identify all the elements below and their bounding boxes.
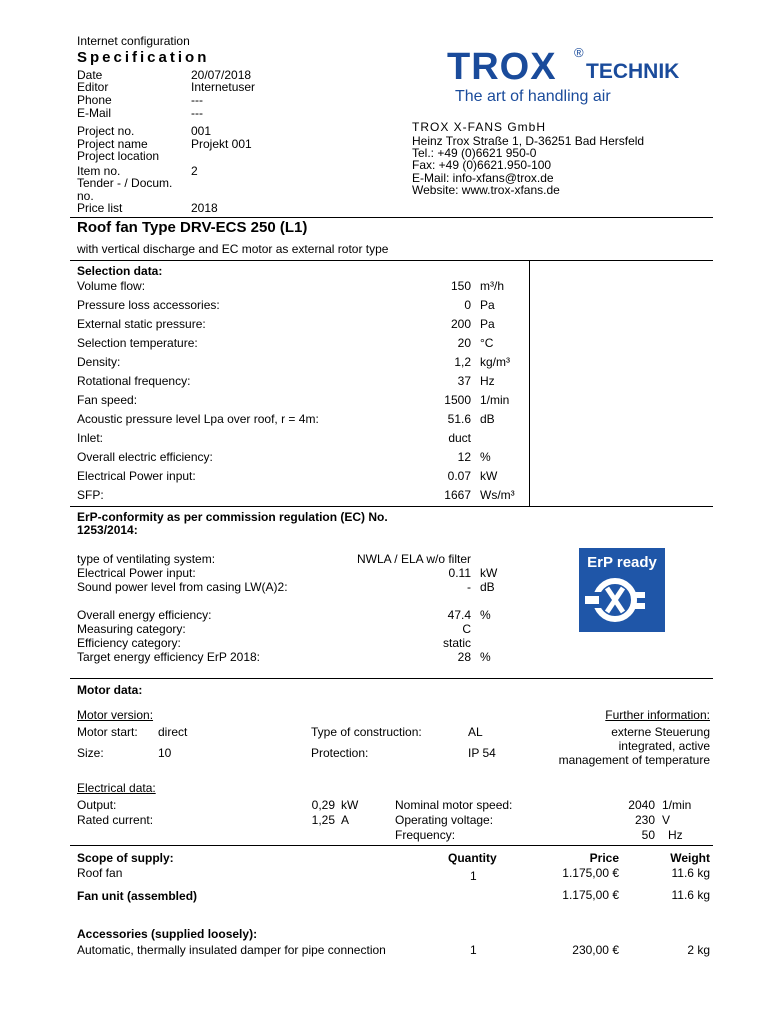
selection-row-label: Selection temperature:	[77, 336, 198, 350]
speed-unit: 1/min	[662, 798, 692, 812]
project-no-value: 001	[191, 124, 212, 138]
selection-row-value: 1,2	[454, 355, 471, 369]
further-info-line2: integrated, active	[618, 739, 710, 753]
tender-label-line2: no.	[77, 189, 94, 203]
selection-row-value: 20	[457, 336, 471, 350]
roof-fan-weight: 11.6 kg	[671, 866, 710, 880]
frequency-unit: Hz	[668, 828, 683, 842]
further-info-line1: externe Steuerung	[611, 725, 710, 739]
accessories-heading: Accessories (supplied loosely):	[77, 927, 258, 941]
output-unit: kW	[341, 798, 359, 812]
electrical-heading: Electrical data:	[77, 781, 156, 795]
protection-label: Protection:	[311, 746, 369, 760]
erp-row-label: Overall energy efficiency:	[77, 608, 212, 622]
frequency-value: 50	[641, 828, 655, 842]
erp-row-unit: dB	[480, 580, 495, 594]
current-value: 1,25	[311, 813, 335, 827]
voltage-value: 230	[634, 813, 655, 827]
spec-title: Specification	[77, 49, 210, 66]
product-title: Roof fan Type DRV-ECS 250 (L1)	[77, 219, 308, 236]
damper-quantity: 1	[470, 943, 477, 957]
tender-label-line1: Tender - / Docum.	[77, 176, 173, 190]
project-name-label: Project name	[77, 137, 148, 151]
supply-col-weight: Weight	[670, 851, 710, 865]
roof-fan-price: 1.175,00 €	[562, 866, 619, 880]
selection-row-value: 0	[464, 298, 471, 312]
selection-row-label: Electrical Power input:	[77, 469, 196, 483]
roof-fan-label: Roof fan	[77, 866, 123, 880]
price-list-value: 2018	[191, 201, 218, 215]
selection-row-unit: °C	[480, 336, 494, 350]
selection-row-value: 12	[457, 450, 471, 464]
erp-heading-line1: ErP-conformity as per commission regulation (EC) No.	[77, 510, 388, 524]
erp-row-unit: kW	[480, 566, 498, 580]
selection-row-unit: Hz	[480, 374, 495, 388]
selection-row-label: Fan speed:	[77, 393, 138, 407]
meta-phone-value: ---	[191, 93, 203, 107]
erp-row-value: 47.4	[447, 608, 471, 622]
erp-row-value: 28	[457, 650, 471, 664]
selection-row-label: Volume flow:	[77, 279, 146, 293]
motor-start-label: Motor start:	[77, 725, 138, 739]
selection-row-label: External static pressure:	[77, 317, 206, 331]
plug-icon	[579, 548, 665, 632]
logo-technik: TECHNIK	[586, 60, 680, 83]
project-location-label: Project location	[77, 149, 160, 163]
divider-title-top	[70, 217, 713, 218]
logo-brand: TROX	[447, 46, 557, 88]
selection-row-unit: dB	[480, 412, 495, 426]
erp-row-label: Electrical Power input:	[77, 566, 196, 580]
erp-row-unit: %	[480, 608, 491, 622]
construction-value: AL	[468, 725, 483, 739]
erp-row-label: Measuring category:	[77, 622, 186, 636]
item-no-label: Item no.	[77, 164, 121, 178]
divider-motor-top	[70, 678, 713, 679]
product-subtitle: with vertical discharge and EC motor as external rotor type	[77, 242, 389, 256]
speed-value: 2040	[628, 798, 655, 812]
erp-row-unit: %	[480, 650, 491, 664]
selection-row-unit: 1/min	[480, 393, 510, 407]
erp-row-label: type of ventilating system:	[77, 552, 216, 566]
selection-row-unit: m³/h	[480, 279, 504, 293]
fan-unit-weight: 11.6 kg	[671, 888, 710, 902]
selection-row-value: 37	[457, 374, 471, 388]
size-value: 10	[158, 746, 172, 760]
selection-row-unit: Ws/m³	[480, 488, 515, 502]
erp-row-value: -	[467, 580, 471, 594]
selection-row-label: Overall electric efficiency:	[77, 450, 213, 464]
damper-weight: 2 kg	[687, 943, 710, 957]
meta-editor-value: Internetuser	[191, 80, 256, 94]
erp-row-label: Sound power level from casing LW(A)2:	[77, 580, 288, 594]
motor-version-heading: Motor version:	[77, 708, 154, 722]
motor-start-value: direct	[158, 725, 188, 739]
meta-date-value: 20/07/2018	[191, 68, 252, 82]
meta-email-label: E-Mail	[77, 106, 112, 120]
selection-row-unit: kW	[480, 469, 498, 483]
selection-row-label: SFP:	[77, 488, 104, 502]
selection-row-unit: Pa	[480, 298, 495, 312]
selection-row-unit: kg/m³	[480, 355, 510, 369]
erp-row-label: Efficiency category:	[77, 636, 181, 650]
voltage-label: Operating voltage:	[395, 813, 494, 827]
erp-row-label: Target energy efficiency ErP 2018:	[77, 650, 260, 664]
divider-selection-vertical	[529, 260, 530, 506]
selection-heading: Selection data:	[77, 264, 163, 278]
selection-row-value: 1667	[444, 488, 471, 502]
selection-row-value: duct	[448, 431, 471, 445]
selection-row-unit: Pa	[480, 317, 495, 331]
selection-row-value: 200	[450, 317, 471, 331]
selection-row-value: 51.6	[447, 412, 471, 426]
divider-erp-top	[70, 506, 713, 507]
meta-date-label: Date	[77, 68, 103, 82]
further-info-heading: Further information:	[605, 708, 710, 722]
output-value: 0,29	[311, 798, 335, 812]
damper-label: Automatic, thermally insulated damper for pipe connection	[77, 943, 386, 957]
company-address: Heinz Trox Straße 1, D-36251 Bad Hersfeld	[412, 134, 645, 148]
selection-row-label: Acoustic pressure level Lpa over roof, r = 4m:	[77, 412, 319, 426]
price-list-label: Price list	[77, 201, 123, 215]
meta-editor-label: Editor	[77, 80, 109, 94]
erp-badge-text: ErP ready	[587, 554, 657, 571]
selection-row-unit: %	[480, 450, 491, 464]
further-info-line3: management of temperature	[558, 753, 710, 767]
divider-selection-top	[70, 260, 713, 261]
voltage-unit: V	[662, 813, 671, 827]
meta-phone-label: Phone	[77, 93, 112, 107]
supply-col-price: Price	[589, 851, 619, 865]
selection-row-label: Pressure loss accessories:	[77, 298, 220, 312]
project-name-value: Projekt 001	[191, 137, 252, 151]
size-label: Size:	[77, 746, 104, 760]
construction-label: Type of construction:	[311, 725, 422, 739]
logo-registered: ®	[574, 45, 584, 60]
company-email: E-Mail: info-xfans@trox.de	[412, 171, 554, 185]
motor-heading: Motor data:	[77, 683, 143, 697]
supply-heading: Scope of supply:	[77, 851, 174, 865]
fan-unit-price: 1.175,00 €	[562, 888, 619, 902]
erp-row-value: C	[462, 622, 471, 636]
current-unit: A	[341, 813, 350, 827]
selection-row-value: 1500	[444, 393, 471, 407]
speed-label: Nominal motor speed:	[395, 798, 513, 812]
item-no-value: 2	[191, 164, 198, 178]
company-fax: Fax: +49 (0)6621.950-100	[412, 158, 552, 172]
erp-row-value: 0.11	[448, 566, 471, 580]
company-tel: Tel.: +49 (0)6621 950-0	[412, 146, 537, 160]
company-website: Website: www.trox-xfans.de	[412, 183, 560, 197]
frequency-label: Frequency:	[395, 828, 456, 842]
protection-value: IP 54	[468, 746, 496, 760]
project-no-label: Project no.	[77, 124, 135, 138]
selection-row-label: Rotational frequency:	[77, 374, 191, 388]
internet-configuration: Internet configuration	[77, 34, 190, 48]
selection-row-label: Density:	[77, 355, 121, 369]
output-label: Output:	[77, 798, 117, 812]
divider-supply-top	[70, 845, 713, 846]
damper-price: 230,00 €	[572, 943, 619, 957]
current-label: Rated current:	[77, 813, 154, 827]
erp-row-value: static	[442, 636, 471, 650]
erp-ready-badge	[579, 548, 665, 632]
logo-tagline: The art of handling air	[455, 88, 611, 105]
meta-email-value: ---	[191, 106, 203, 120]
company-name: TROX X-FANS GmbH	[412, 120, 547, 134]
erp-heading-line2: 1253/2014:	[77, 523, 138, 537]
fan-unit-label: Fan unit (assembled)	[77, 889, 198, 903]
supply-col-quantity: Quantity	[448, 851, 497, 865]
roof-fan-quantity: 1	[470, 869, 477, 883]
selection-row-label: Inlet:	[77, 431, 104, 445]
selection-row-value: 0.07	[447, 469, 471, 483]
erp-row-value: NWLA / ELA w/o filter	[356, 552, 471, 566]
selection-row-value: 150	[450, 279, 471, 293]
